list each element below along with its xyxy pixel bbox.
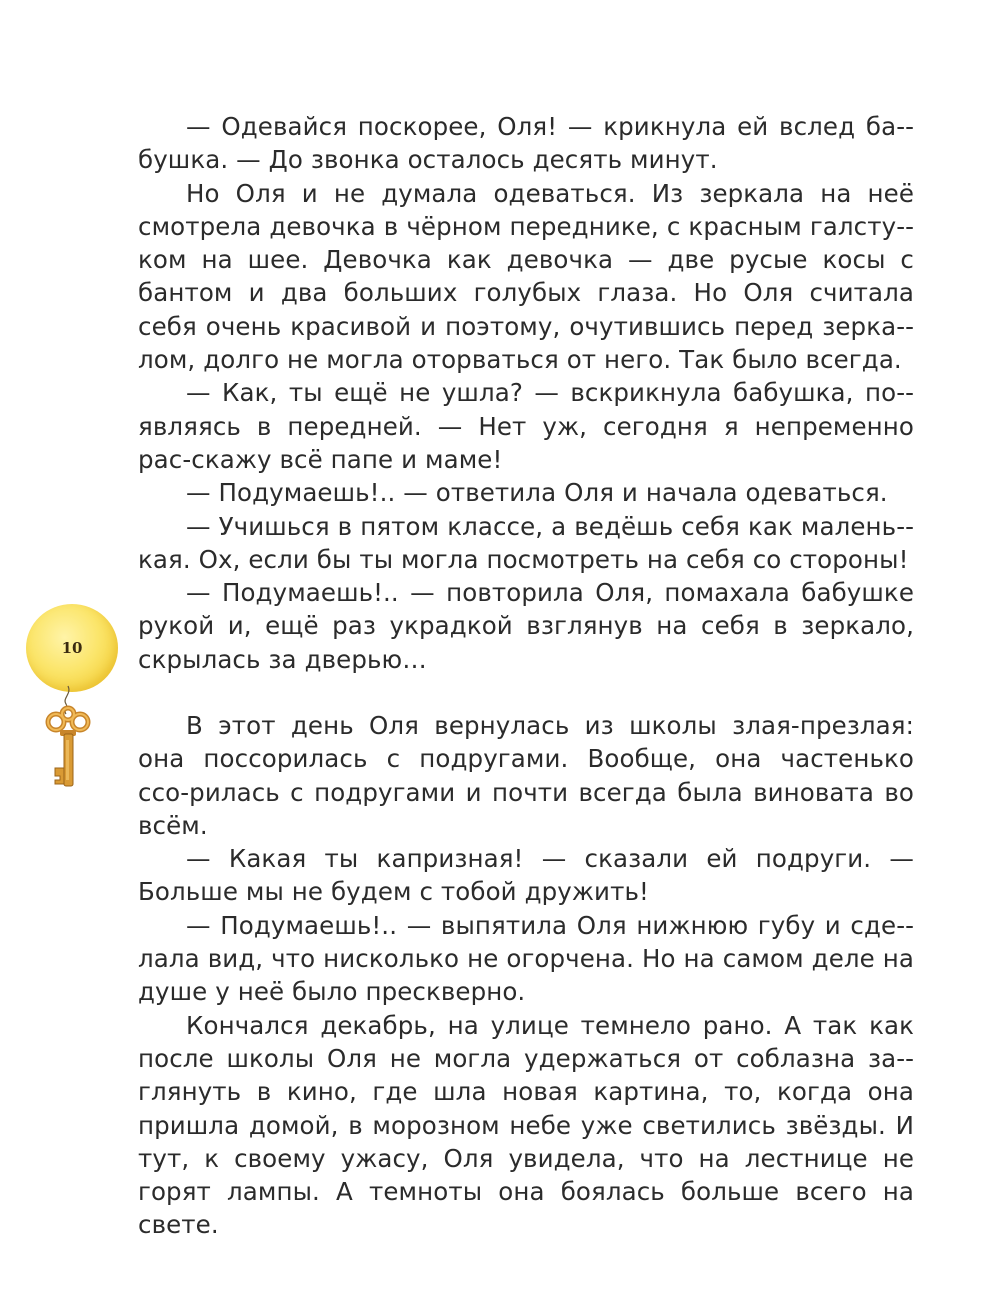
key-illustration	[36, 684, 106, 794]
text-section-1	[138, 110, 914, 676]
paragraph: — Подумаешь!.. — ответила Оля и начала одеваться.	[186, 478, 888, 508]
page-number: 10	[61, 639, 83, 657]
page-number-badge	[26, 604, 118, 692]
text-section-2	[138, 709, 914, 1242]
paragraph: — Как, ты ещё не ушла? — вскрикнула бабушка, по-являясь в передней. — Нет уж, сегодня я непременно рас-скажу всё папе и маме!	[138, 378, 914, 474]
paragraph: Кончался декабрь, на улице темнело рано. А так как после школы Оля не могла удержаться от соблазна за-глянуть в кино, где шла новая картина, то, когда она пришла домой, в морозном небе уже светились звёзды. И тут, к своему ужасу, Оля увидела, что на лестнице не горят лампы. А темноты она боялась больше всего на свете.	[138, 1010, 914, 1240]
paragraph: — Какая ты капризная! — сказали ей подруги. — Больше мы не будем с тобой дружить!	[138, 844, 914, 907]
paragraph: — Одевайся поскорее, Оля! — крикнула ей вслед ба-бушка. — До звонка осталось десять минут.	[138, 112, 914, 175]
paragraph: — Учишься в пятом классе, а ведёшь себя как малень-кая. Ох, если бы ты могла посмотреть на себя со стороны!	[138, 511, 914, 574]
paragraph: — Подумаешь!.. — повторила Оля, помахала бабушке рукой и, ещё раз украдкой взглянув на себя в зеркало, скрылась за дверью…	[138, 578, 914, 674]
paragraph: Но Оля и не думала одеваться. Из зеркала на неё смотрела девочка в чёрном переднике, с красным галсту-ком на шее. Девочка как девочка — две русые косы с бантом и два больших голубых глаза. Но Оля считала себя очень красивой и поэтому, очутившись перед зерка-лом, долго не могла оторваться от него. Так было всегда.	[138, 178, 914, 375]
paragraph: — Подумаешь!.. — выпятила Оля нижнюю губу и сде-лала вид, что нисколько не огорчена. Но на самом деле на душе у неё было прескверно.	[138, 910, 914, 1007]
key-icon	[36, 684, 106, 794]
paragraph: В этот день Оля вернулась из школы злая-презлая: она поссорилась с подругами. Вообще, она частенько ссо-рилась с подругами и почти всегда была виновата во всём.	[138, 711, 914, 840]
